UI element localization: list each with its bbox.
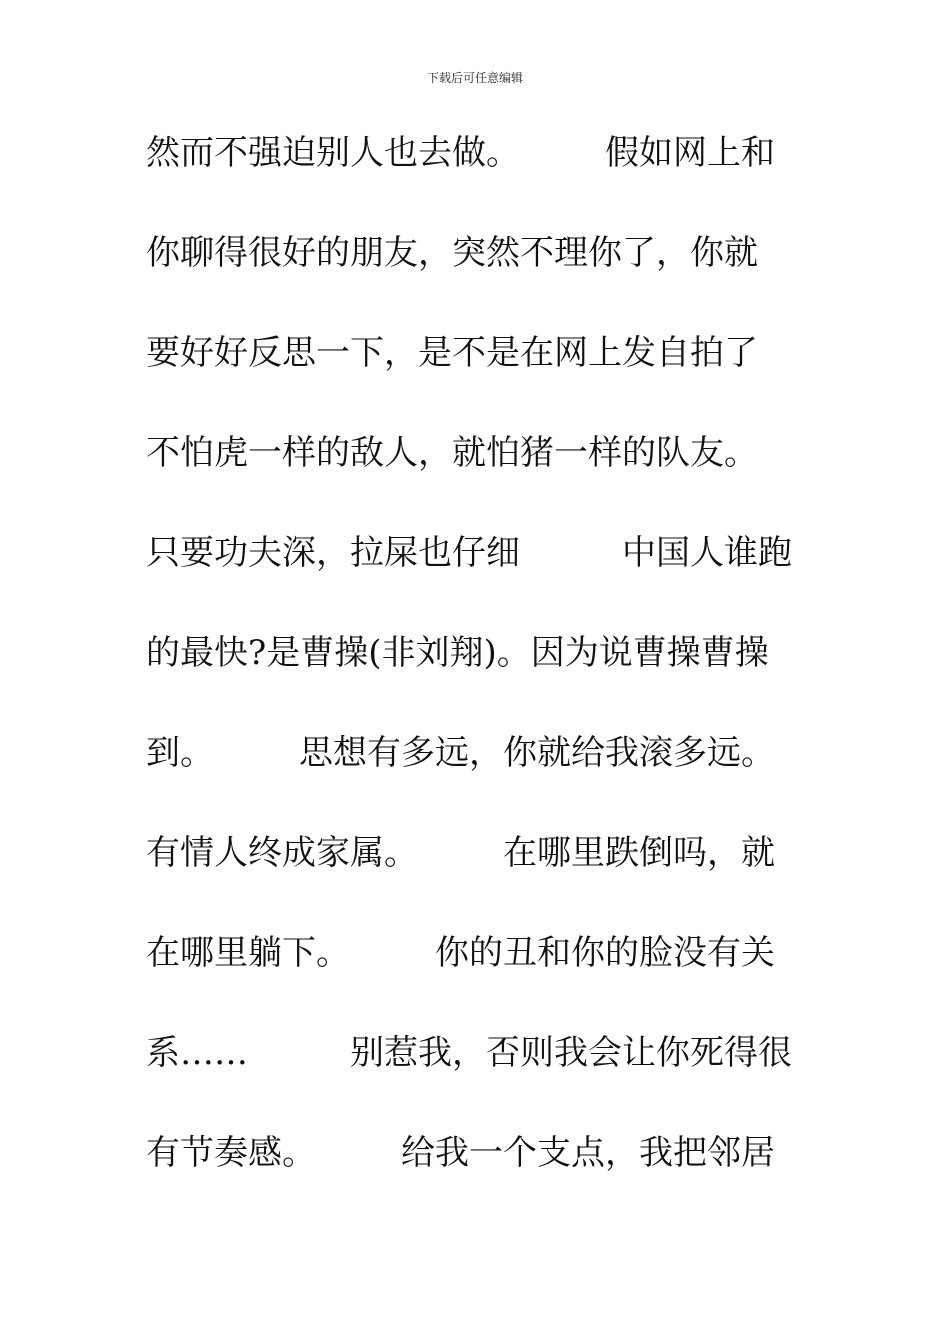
text-line-6: 的最快?是曹操(非刘翔)。因为说曹操曹操 [146,633,769,673]
text-line-1: 然而不强迫别人也去做。 假如网上和 [146,133,775,173]
text-line-9: 在哪里躺下。 你的丑和你的脸没有关 [146,933,775,973]
text-line-10: 系…… 别惹我，否则我会让你死得很 [146,1033,792,1073]
document-body [146,128,826,1228]
text-line-7: 到。 思想有多远，你就给我滚多远。 [146,733,775,773]
text-line-2: 你聊得很好的朋友，突然不理你了，你就 [146,233,758,273]
text-line-8: 有情人终成家属。 在哪里跌倒吗，就 [146,833,775,873]
header-note: 下载后可任意编辑 [426,71,523,85]
text-line-5: 只要功夫深，拉屎也仔细 中国人谁跑 [146,533,792,573]
text-line-11: 有节奏感。 给我一个支点，我把邻居 [146,1133,775,1173]
text-line-4: 不怕虎一样的敌人，就怕猪一样的队友。 [146,433,758,473]
text-line-3: 要好好反思一下，是不是在网上发自拍了 [146,333,758,373]
